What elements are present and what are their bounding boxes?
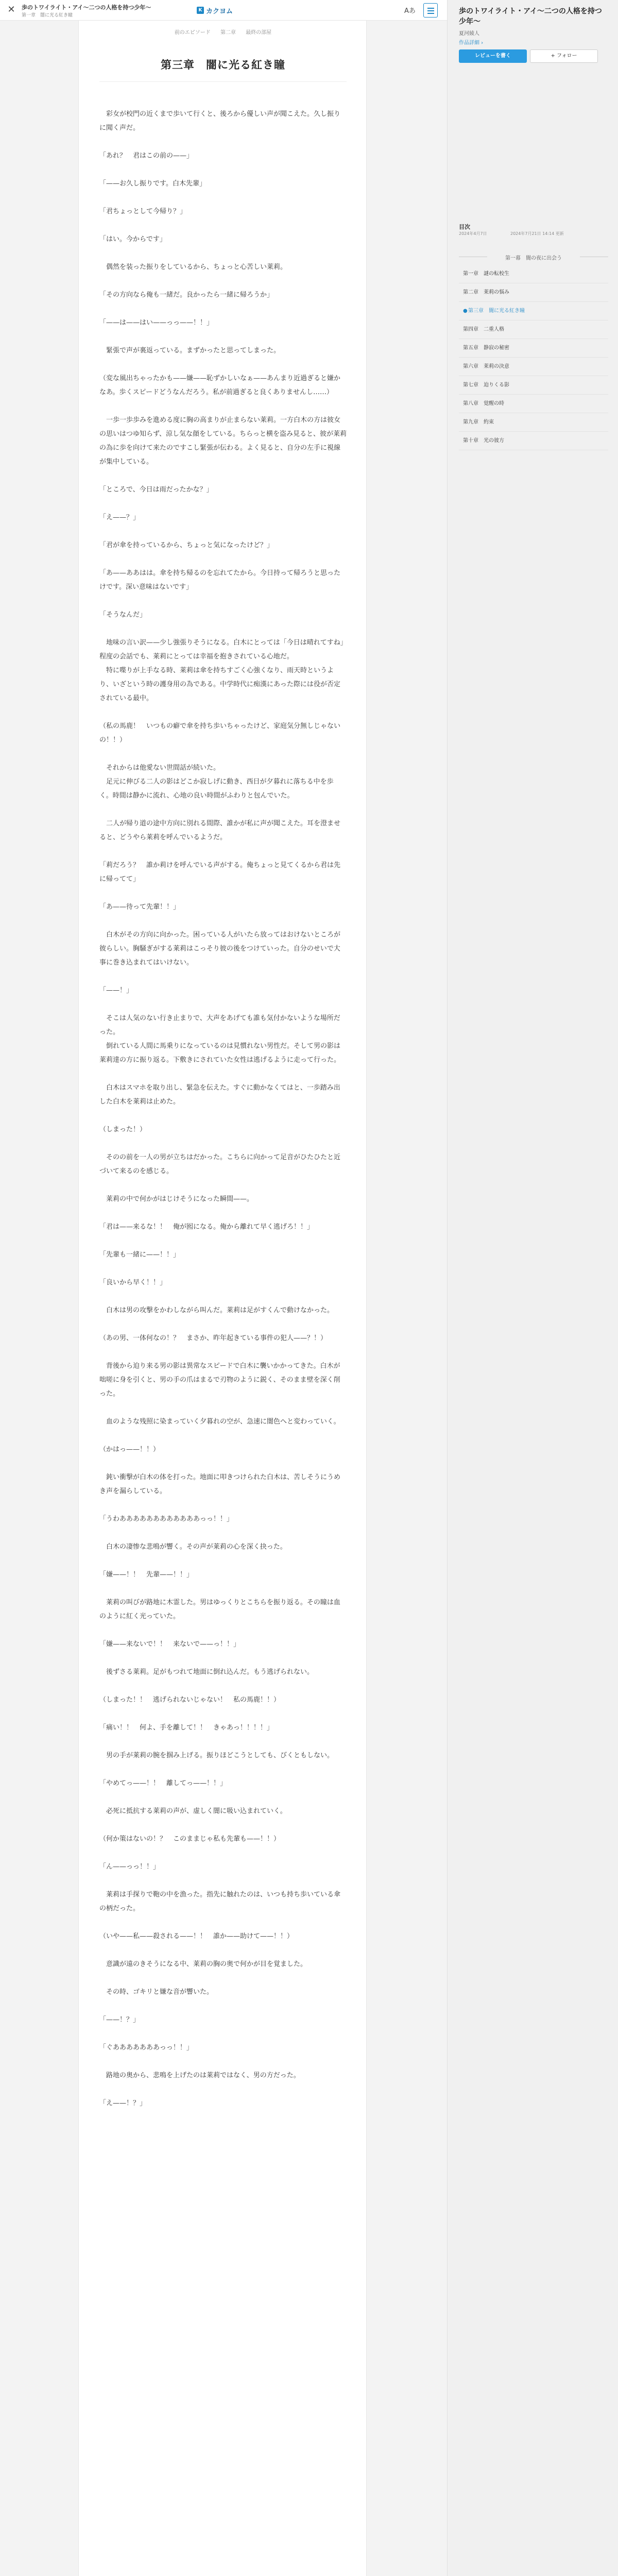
work-sidebar <box>447 0 618 2576</box>
toc-item[interactable] <box>459 283 608 302</box>
site-logo[interactable] <box>197 5 233 15</box>
story-paragraph: 地味の言い訳——少し強張りそうになる。白木にとっては「今日は晴れてすね」程度の会話でも、莱莉にとっては幸福を抱きされている心地だ。 特に喋りが上手なる時、莱莉は傘を持ちすごく心強くなり、雨天時というより、いざという時の護身用の為である。中学時代に痴漢にあった際には役が否定されている最中。 <box>99 639 344 702</box>
toc-item-label: 第六章 莱莉の決意 <box>463 364 509 369</box>
story-paragraph: （変な風出ちゃったかも——嫌——恥ずかしいなぁ——あんまり近過ぎると嫌かなあ。歩くスピードどうなんだろう。私が前過ぎると良くありませんし……） <box>99 375 341 396</box>
sidebar-work-title[interactable]: 歩のトワイライト・アイ〜二つの人格を持つ少年〜 <box>459 7 602 26</box>
toc-item-current[interactable] <box>459 302 608 320</box>
story-paragraph: それからは他愛ない世間話が続いた。 足元に伸びる二人の影はどこか寂しげに動き、西日が夕暮れに落ちる中を歩く。時間は静かに流れ、心地の良い時間がふわりと包んでいた。 <box>99 764 334 800</box>
story-paragraph: 必死に抵抗する莱莉の声が、虚しく闇に吸い込まれていく。 <box>99 1807 287 1815</box>
story-paragraph: 「——お久し振りです。白木先輩」 <box>99 180 206 188</box>
toc-item[interactable] <box>459 358 608 376</box>
story-paragraph: 鈍い衝撃が白木の体を打った。地面に叩きつけられた白木は、苦しそうにうめき声を漏らしている。 <box>99 1473 341 1495</box>
toc-item[interactable] <box>459 395 608 413</box>
story-paragraph: 「君は——来るな！！ 俺が囮になる。俺から離れて早く逃げろ！！」 <box>99 1223 314 1231</box>
toc-item[interactable] <box>459 265 608 283</box>
story-paragraph: （しまった！） <box>99 1126 147 1133</box>
story-paragraph: 「先輩も一緒に——！！」 <box>99 1251 180 1259</box>
logo-text: カクヨム <box>206 7 233 15</box>
toc-item[interactable] <box>459 376 608 395</box>
story-paragraph: 「あ——ああはは。傘を持ち帰るのを忘れてたから。今日持って帰ろうと思ったけです。深い意味はないです」 <box>99 569 341 591</box>
toc-item[interactable] <box>459 339 608 358</box>
story-paragraph: （しまった！！ 逃げられないじゃない！ 私の馬鹿！！） <box>99 1696 281 1704</box>
story-paragraph: 白木はスマホを取り出し、緊急を伝えた。すぐに動かなくてはと、一歩踏み出した白木を莱莉は止めた。 <box>99 1084 340 1106</box>
breadcrumb-chapter[interactable]: 第二章 <box>220 30 236 36</box>
story-paragraph: 「痛い！！ 何よ、手を離して！！ きゃあっ！！！！」 <box>99 1724 273 1732</box>
story-paragraph: （いや——私——殺される——！！ 誰か——助けて——！！） <box>99 1933 294 1940</box>
story-paragraph: 「はい。今からです」 <box>99 235 166 243</box>
breadcrumb-prev[interactable]: 前のエピソード <box>174 30 211 36</box>
story-paragraph: 一歩一歩歩みを進める度に胸の高まりが止まらない莱莉。一方白木の方は彼女の思いはつゆ知らず、涼し気な顔をしている。ちらっと横を盗み見ると、彼が莱莉の為に歩を向けて来たのですこし緊張が伝わる。よく見ると、自分の左手に視線が集中している。 <box>99 416 347 466</box>
story-body <box>99 107 347 2576</box>
story-paragraph: そこは人気のない行き止まりで、大声をあげても誰も気付かないような場所だった。 倒れている人間に馬乗りになっているのは見慣れない男性だ。そして男の影は莱莉達の方に振り返る。下敷きにされていた女性は逃げるように走って行った。 <box>99 1014 341 1064</box>
story-paragraph: 「あ——待って先輩！！」 <box>99 903 180 911</box>
story-paragraph: （私の馬鹿！ いつもの癖で傘を持ち歩いちゃったけど、家庭気分無しじゃないの！！） <box>99 722 341 744</box>
story-paragraph: 「君が傘を持っているから、ちょっと気になったけど？」 <box>99 541 274 549</box>
story-paragraph: 「ん——っっ！！」 <box>99 1863 160 1871</box>
story-paragraph: 「ぐあああああああっっ！！」 <box>99 2044 193 2052</box>
story-paragraph: 白木は男の攻撃をかわしながら叫んだ。莱莉は足がすくんで動けなかった。 <box>99 1307 334 1314</box>
toc-item-label: 第一章 謎の転校生 <box>463 271 509 277</box>
story-paragraph: 「え——！？」 <box>99 2099 147 2107</box>
story-paragraph: 「うわああああああああああああっっ！！」 <box>99 1515 233 1523</box>
story-paragraph: 「——！」 <box>99 987 133 994</box>
follow-button[interactable]: + フォロー <box>530 49 598 63</box>
story-paragraph: そのの前を一人の男が立ちはだかった。こちらに向かって足音がひたひたと近づいて来るのを感じる。 <box>99 1154 341 1175</box>
story-paragraph: 「莉だろう？ 誰か莉けを呼んでいる声がする。俺ちょっと見てくるから君は先に帰ってて」 <box>99 861 341 883</box>
toc-item[interactable] <box>459 320 608 339</box>
story-paragraph: 背後から迫り来る男の影は異常なスピードで白木に襲いかかってきた。白木が咄嗟に身を引くと、男の手の爪はまるで刃物のように鋭く、そのまま壁を深く削った。 <box>99 1362 340 1398</box>
story-paragraph: 白木がその方向に向かった。困っている人がいたら放ってはおけないところが彼らしい。胸騒ぎがする莱莉はこっそり彼の後をつけていった。自分のせいで大事に巻き込まれてはいけない。 <box>99 931 341 967</box>
breadcrumb <box>79 28 367 36</box>
story-paragraph: 「嫌——！！ 先輩——！！」 <box>99 1571 194 1579</box>
story-paragraph: 「——は——はい——っっ——！！」 <box>99 319 214 327</box>
updated-date: 2024年7月21日 14:14 更新 <box>510 231 564 236</box>
story-paragraph: 血のような残照に染まっていく夕暮れの空が、急速に闇色へと変わっていく。 <box>99 1418 340 1426</box>
published-date: 2024年4月7日 <box>459 231 487 236</box>
work-title[interactable]: 歩のトワイライト・アイ〜二つの人格を持つ少年〜 <box>22 4 151 11</box>
story-paragraph: 白木の凄惨な悲鳴が響く。その声が莱莉の心を深く抉った。 <box>99 1543 287 1551</box>
story-paragraph: 「ところで、今日は雨だったかな？」 <box>99 486 213 494</box>
author-name[interactable]: 夏河綾人 <box>459 31 479 37</box>
story-paragraph: その時、ゴキリと嫌な音が響いた。 <box>99 1988 214 1996</box>
story-paragraph: 男の手が莱莉の腕を掴み上げる。振りほどこうとしても、びくともしない。 <box>99 1752 334 1759</box>
logo-icon: K <box>197 7 204 14</box>
story-paragraph: 路地の奥から、悲鳴を上げたのは莱莉ではなく、男の方だった。 <box>99 2072 300 2079</box>
toc-item-label: 第三章 闇に光る紅き瞳 <box>468 308 525 314</box>
story-paragraph: 莱莉の中で何かがはじけそうになった瞬間——。 <box>99 1195 254 1203</box>
story-paragraph: 彩女が校門の近くまで歩いて行くと、後ろから優しい声が聞こえた。久し振りに聞く声だ。 <box>99 110 341 132</box>
toc-item-label: 第八章 覚醒の時 <box>463 401 504 406</box>
toc-item[interactable] <box>459 413 608 432</box>
work-detail-link[interactable]: 作品詳細 › <box>459 40 484 46</box>
current-marker-icon: ● <box>463 308 468 314</box>
toc-section-label: 第一幕 闇の夜に出会う <box>459 253 608 261</box>
work-dates <box>459 231 608 236</box>
toc-item-label: 第九章 約束 <box>463 419 494 425</box>
toc-item-label: 第二章 莱莉の悩み <box>463 290 509 295</box>
story-paragraph: 「そうなんだ」 <box>99 611 147 619</box>
story-paragraph: 「嫌——来ないで！！ 来ないで——っ！！」 <box>99 1640 241 1648</box>
story-paragraph: 「あれ？ 君はこの前の——」 <box>99 152 194 160</box>
font-settings-button[interactable]: Aあ <box>404 7 416 15</box>
divider <box>99 81 347 82</box>
story-paragraph: （何か策はないの！？ このままじゃ私も先輩も——！！） <box>99 1835 281 1843</box>
story-paragraph: （あの男、一体何なの！？ まさか、昨年起きている事件の犯人——？！） <box>99 1334 328 1342</box>
toc-heading: 目次 <box>459 224 470 230</box>
story-paragraph: 莱莉の叫びが路地に木霊した。男はゆっくりとこちらを振り返る。その瞳は血のように紅く光っていた。 <box>99 1599 340 1620</box>
toc-item-label: 第七章 迫りくる影 <box>463 382 509 388</box>
story-paragraph: 二人が帰り道の途中方向に別れる間際、誰かが私に声が聞こえた。耳を澄ませると、どうやら莱莉を呼んでいるようだ。 <box>99 820 341 841</box>
toc-list <box>459 265 608 450</box>
story-paragraph: 偶然を装った振りをしているから、ちょっと心苦しい莱莉。 <box>99 263 287 271</box>
episode-subtitle: 第一章 闇に光る紅き瞳 <box>22 13 73 18</box>
story-paragraph: 「え——？」 <box>99 514 140 521</box>
story-paragraph: 「やめてっ——！！ 離してっ——！！」 <box>99 1780 227 1787</box>
story-paragraph: 「その方向なら俺も一緒だ。良かったら一緒に帰ろうか」 <box>99 291 274 299</box>
story-paragraph: （かはっ——！！） <box>99 1446 160 1453</box>
story-paragraph: 「——！？」 <box>99 2016 140 2024</box>
toc-item-label: 第四章 二重人格 <box>463 327 504 332</box>
close-icon[interactable]: ✕ <box>7 4 15 15</box>
hamburger-icon[interactable] <box>423 3 438 18</box>
review-button[interactable]: レビューを書く <box>459 49 527 63</box>
story-paragraph: 意識が遠のきそうになる中、莱莉の胸の奥で何かが目を覚ました。 <box>99 1960 307 1968</box>
toc-item-label: 第十章 光の彼方 <box>463 438 504 444</box>
story-paragraph: 「君ちょっとして今帰り？」 <box>99 208 187 215</box>
story-paragraph: 莱莉は手探りで鞄の中を漁った。指先に触れたのは、いつも持ち歩いている傘の柄だった。 <box>99 1891 341 1912</box>
story-paragraph: 後ずさる莱莉。足がもつれて地面に倒れ込んだ。もう逃げられない。 <box>99 1668 314 1676</box>
breadcrumb-episode[interactable]: 最終の部屋 <box>246 30 272 36</box>
toc-item[interactable] <box>459 432 608 450</box>
toc-item-label: 第五章 静寂の秘密 <box>463 345 509 351</box>
reader-pane <box>78 21 367 2576</box>
chapter-title: 第三章 闇に光る紅き瞳 <box>161 58 285 71</box>
story-paragraph: 緊張で声が裏返っている。まずかったと思ってしまった。 <box>99 347 281 354</box>
story-paragraph: 「良いから早く！！」 <box>99 1279 167 1286</box>
